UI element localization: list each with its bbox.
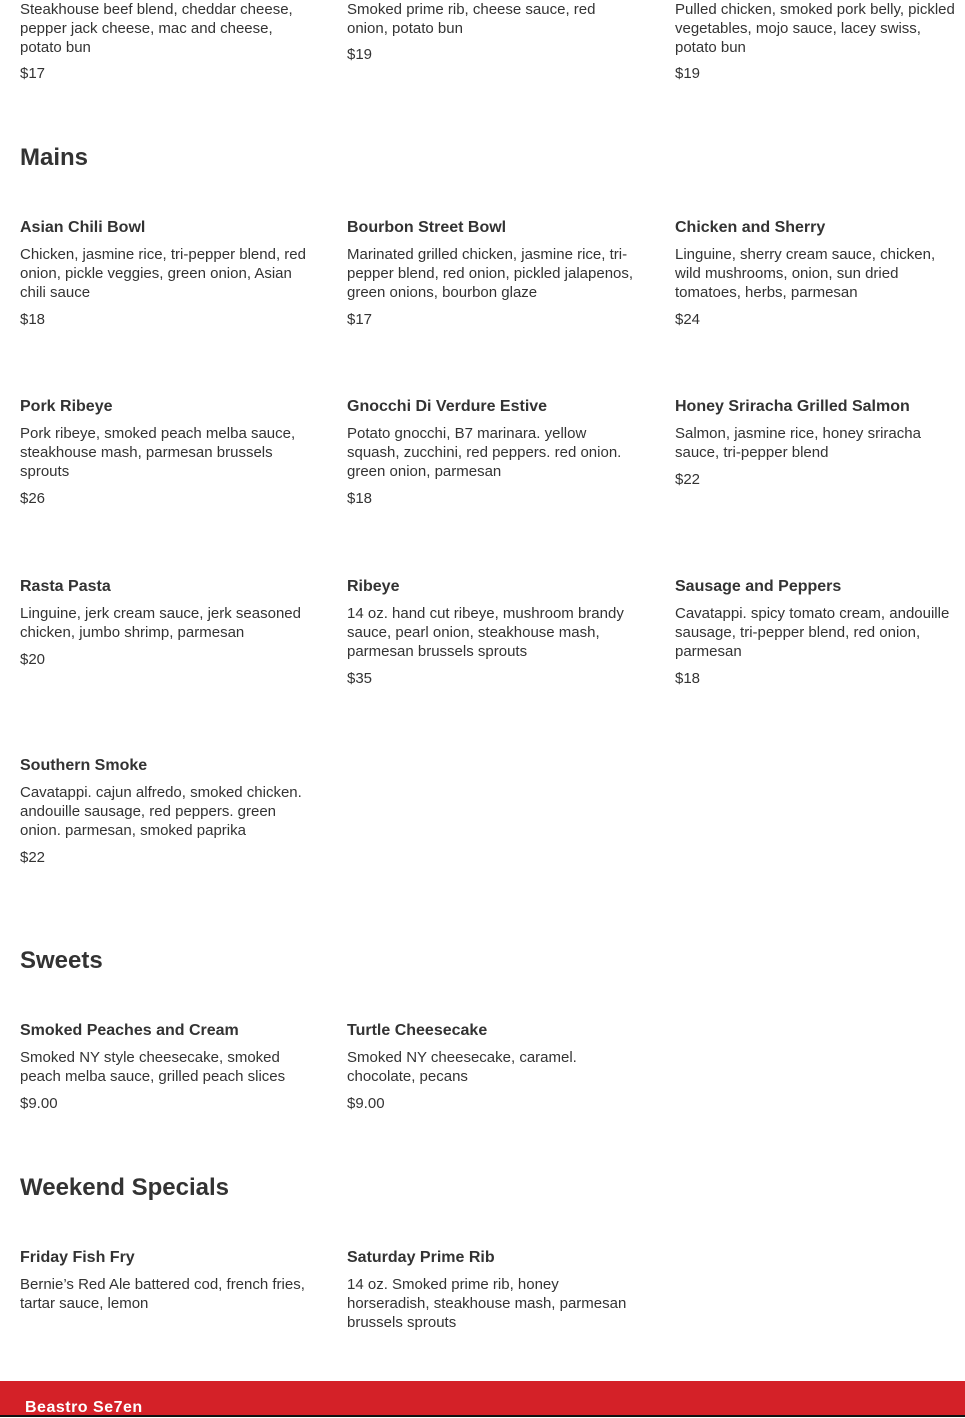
- menu-item: [20, 218, 310, 329]
- section-title-mains: Mains: [20, 144, 89, 171]
- menu-item: [675, 397, 965, 489]
- menu-item-description: Cavatappi. cajun alfredo, smoked chicken. andouille sausage, red peppers. green onion. parmesan, smoked paprika: [20, 784, 302, 839]
- menu-item-name: Gnocchi Di Verdure Estive: [347, 398, 548, 415]
- menu-item-name: Southern Smoke: [20, 757, 148, 774]
- menu-item-price: $9.00: [347, 1095, 385, 1112]
- menu-item-description: Marinated grilled chicken, jasmine rice, tri-pepper blend, red onion, pickled jalapenos, green onions, bourbon glaze: [347, 246, 634, 301]
- menu-item-price: $18: [347, 490, 373, 507]
- menu-item-name: Saturday Prime Rib: [347, 1249, 495, 1266]
- menu-item-description: Salmon, jasmine rice, honey sriracha sauce, tri-pepper blend: [675, 425, 921, 461]
- menu-item: [675, 218, 965, 329]
- menu-item: [347, 1021, 637, 1113]
- menu-item-name: Rasta Pasta: [20, 578, 111, 595]
- menu-item: [675, 577, 965, 688]
- menu-item: [347, 397, 637, 508]
- menu-item-price: $17: [20, 65, 46, 82]
- menu-item-description: 14 oz. Smoked prime rib, honey horseradish, steakhouse mash, parmesan brussels sprouts: [347, 1276, 627, 1331]
- menu-item: [347, 577, 637, 688]
- footer-bar: [0, 1381, 965, 1417]
- menu-item-price: $22: [20, 849, 46, 866]
- menu-item-description: Smoked prime rib, cheese sauce, red onion, potato bun: [347, 1, 596, 37]
- menu-item: [20, 1248, 310, 1313]
- menu-item-price: $22: [675, 471, 701, 488]
- menu-item: [347, 1248, 637, 1332]
- menu-item-description: Linguine, sherry cream sauce, chicken, wild mushrooms, onion, sun dried tomatoes, herbs, parmesan: [675, 246, 936, 301]
- menu-item-price: $26: [20, 490, 46, 507]
- menu-item: [20, 397, 310, 508]
- menu-item-description: Pulled chicken, smoked pork belly, pickled vegetables, mojo sauce, lacey swiss, potato bun: [675, 1, 955, 56]
- menu-item-description: Pork ribeye, smoked peach melba sauce, steakhouse mash, parmesan brussels sprouts: [20, 425, 296, 480]
- menu-item-name: Ribeye: [347, 578, 400, 595]
- menu-item: [20, 1021, 310, 1113]
- menu-item-name: Bourbon Street Bowl: [347, 219, 507, 236]
- menu-item-name: Honey Sriracha Grilled Salmon: [675, 398, 910, 415]
- menu-item-description: Potato gnocchi, B7 marinara. yellow squash, zucchini, red peppers. red onion. green onion, parmesan: [347, 425, 622, 480]
- menu-item: [20, 756, 310, 867]
- menu-item-price: $20: [20, 651, 46, 668]
- menu-item-description: Bernie’s Red Ale battered cod, french fries, tartar sauce, lemon: [20, 1276, 305, 1312]
- menu-item-name: Sausage and Peppers: [675, 578, 842, 595]
- menu-item: [20, 577, 310, 669]
- menu-item-price: $18: [20, 311, 46, 328]
- menu-item-price: $35: [347, 670, 373, 687]
- menu-item-price: $19: [675, 65, 701, 82]
- section-title-weekend-specials: Weekend Specials: [20, 1174, 229, 1201]
- menu-item-name: Smoked Peaches and Cream: [20, 1022, 239, 1039]
- footer-brand-name[interactable]: Beastro Se7en: [25, 1399, 143, 1416]
- menu-item-description: Linguine, jerk cream sauce, jerk seasoned chicken, jumbo shrimp, parmesan: [20, 605, 301, 641]
- menu-item: [347, 218, 637, 329]
- menu-item-name: Turtle Cheesecake: [347, 1022, 488, 1039]
- menu-item-price: $24: [675, 311, 701, 328]
- menu-item-price: $9.00: [20, 1095, 58, 1112]
- menu-item-description: 14 oz. hand cut ribeye, mushroom brandy sauce, pearl onion, steakhouse mash, parmesan brussels sprouts: [347, 605, 624, 660]
- section-title-sweets: Sweets: [20, 947, 103, 974]
- menu-item-name: Friday Fish Fry: [20, 1249, 135, 1266]
- menu-item-price: $18: [675, 670, 701, 687]
- menu-item-description: Smoked NY cheesecake, caramel. chocolate, pecans: [347, 1049, 577, 1085]
- menu-item-price: $17: [347, 311, 373, 328]
- menu-item-description: Smoked NY style cheesecake, smoked peach melba sauce, grilled peach slices: [20, 1049, 286, 1085]
- menu-item-description: Cavatappi. spicy tomato cream, andouille sausage, tri-pepper blend, red onion, parmesan: [675, 605, 950, 660]
- menu-item-description: Chicken, jasmine rice, tri-pepper blend, red onion, pickle veggies, green onion, Asian chili sauce: [20, 246, 306, 301]
- menu-item-name: Chicken and Sherry: [675, 219, 826, 236]
- menu-item-name: Pork Ribeye: [20, 398, 113, 415]
- menu-item-description: Steakhouse beef blend, cheddar cheese, pepper jack cheese, mac and cheese, potato bun: [20, 1, 293, 56]
- menu-item-price: $19: [347, 46, 373, 63]
- menu-item-name: Asian Chili Bowl: [20, 219, 146, 236]
